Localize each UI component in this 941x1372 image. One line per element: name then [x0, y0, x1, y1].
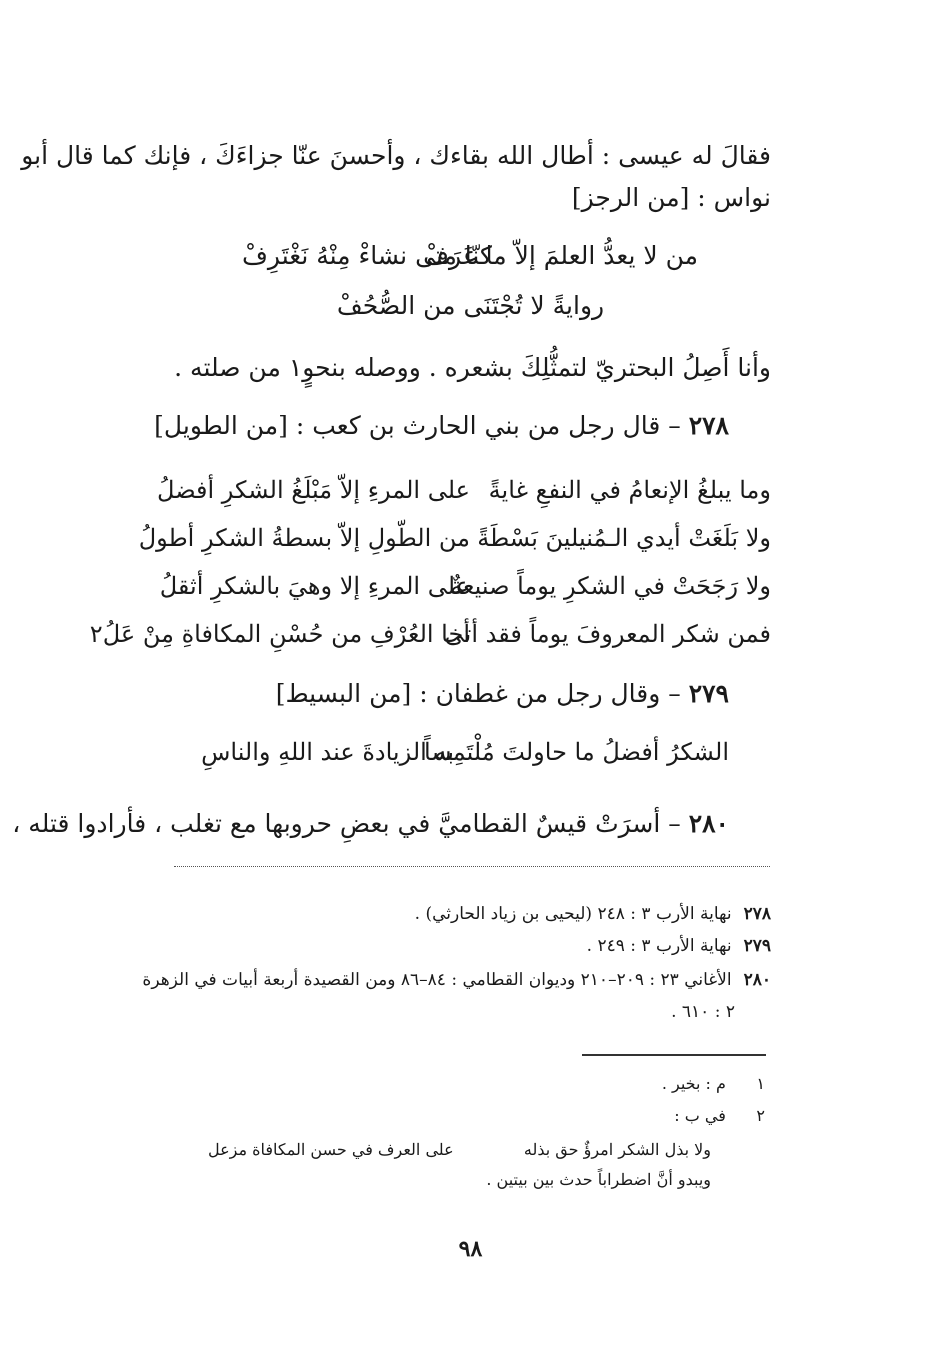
entry-number: ٢٨٠ [688, 809, 729, 838]
source-note-number: ٢٨٠ [743, 970, 771, 990]
source-note-280-continuation: ٢ : ٦١٠ . [671, 1002, 735, 1022]
prose-line: وأنا أَصِلُ البحتريّ لتمثُّلِكَ بشعره . ووصله بنحوٍ١ من صلته . [174, 353, 771, 382]
hemistich-a: الشكرُ أفضلُ ما حاولتَ مُلْتَمِساً [424, 738, 729, 766]
rajaz-verse-1-hemistich-a: من لا يعدُّ العلمَ إلاّ ما عَرَفْ [423, 241, 698, 270]
hemistich-a: وما يبلغُ الإنعامُ في النفعِ غايةً [488, 476, 771, 504]
source-note-text: نهاية الأرب ٣ : ٢٤٨ (ليحيى بن زياد الحارثي) . [414, 904, 732, 924]
hemistich-a: فمن شكر المعروفَ يوماً فقد أتى [444, 620, 771, 648]
footnote-2 [674, 1102, 765, 1130]
source-note-278 [415, 900, 771, 928]
hemistich-a: ولا رَجَحَتْ في الشكرِ يوماً صنيعةٌ [450, 572, 771, 600]
dotted-separator [174, 866, 770, 867]
verse-278-2 [138, 518, 771, 558]
footnote-rule [582, 1054, 766, 1056]
entry-heading-text: – قال رجل من بني الحارث بن كعب : [من الطويل] [154, 411, 681, 440]
source-note-text: نهاية الأرب ٣ : ٢٤٩ . [586, 936, 732, 956]
intro-line-2: نواس : [من الرجز] [571, 183, 771, 212]
verse-278-1 [157, 470, 771, 510]
source-note-text: الأغاني ٢٣ : ٢٠٩–٢١٠ وديوان القطامي : ٨٤–٨٦ ومن القصيدة أربعة أبيات في الزهرة [142, 970, 732, 990]
entry-number: ٢٧٩ [688, 679, 729, 708]
entry-278-heading [154, 408, 729, 444]
source-note-number: ٢٧٨ [743, 904, 771, 924]
entry-number: ٢٧٨ [688, 411, 729, 440]
footnote-number: ٢ [756, 1106, 765, 1125]
hemistich-a: ولا بَلَغَتْ أيدي الـمُنيلينَ بَسْطَةً [477, 524, 771, 552]
hemistich-b: من الطّولِ إلاّ بسطةُ الشكرِ أطولُ [138, 524, 470, 552]
footnote-tail: ويبدو أنَّ اضطراباً حدث بين بيتين . [486, 1170, 711, 1189]
rajaz-verse-1-hemistich-b: كنّا متى نشاءْ مِنْهُ نَغْتَرِفْ [242, 241, 492, 270]
source-note-280 [142, 966, 771, 994]
hemistich-b: به الزيادةَ عند اللهِ والناسِ [201, 738, 454, 766]
footnote-text: في ب : [674, 1106, 726, 1125]
verse-278-4 [89, 614, 771, 654]
page-number: ٩٨ [458, 1236, 483, 1262]
verse-278-3 [159, 566, 771, 606]
footnote-1 [662, 1070, 765, 1098]
entry-heading-text: – أسرَتْ قيسٌ القطاميَّ في بعضِ حروبها مع تغلب ، فأرادوا قتله ، [12, 809, 681, 838]
rajaz-verse-2: روايةً لا تُجْتَنَى من الصُّحُفْ [336, 291, 605, 320]
footnote-text: م : بخير . [661, 1074, 726, 1093]
hemistich-b: على المرءِ إلاّ مَبْلَغُ الشكرِ أفضلُ [157, 476, 470, 504]
source-note-279 [587, 932, 771, 960]
source-note-number: ٢٧٩ [743, 936, 771, 956]
hemistich-b: على المرءِ إلا وهيَ بالشكرِ أثقلُ [159, 572, 470, 600]
entry-279-heading [276, 676, 729, 712]
intro-line-1: فقالَ له عيسى : أطال الله بقاءك ، وأحسنَ عنّا جزاءَكَ ، فإنك كما قال أبو [21, 141, 771, 170]
entry-280-heading [12, 806, 729, 842]
footnote-verse-hemistich-b: على العرف في حسن المكافاة مزعل [208, 1140, 454, 1159]
footnote-verse-hemistich-a: ولا بذل الشكر امرؤٌ حق بذله [523, 1140, 711, 1159]
footnote-number: ١ [756, 1074, 765, 1093]
hemistich-b: أخا العُرْفِ من حُسْنِ المكافاةِ مِنْ عَلُ٢ [89, 620, 470, 648]
entry-heading-text: – وقال رجل من غطفان : [من البسيط] [275, 679, 681, 708]
verse-279-1 [201, 732, 729, 772]
